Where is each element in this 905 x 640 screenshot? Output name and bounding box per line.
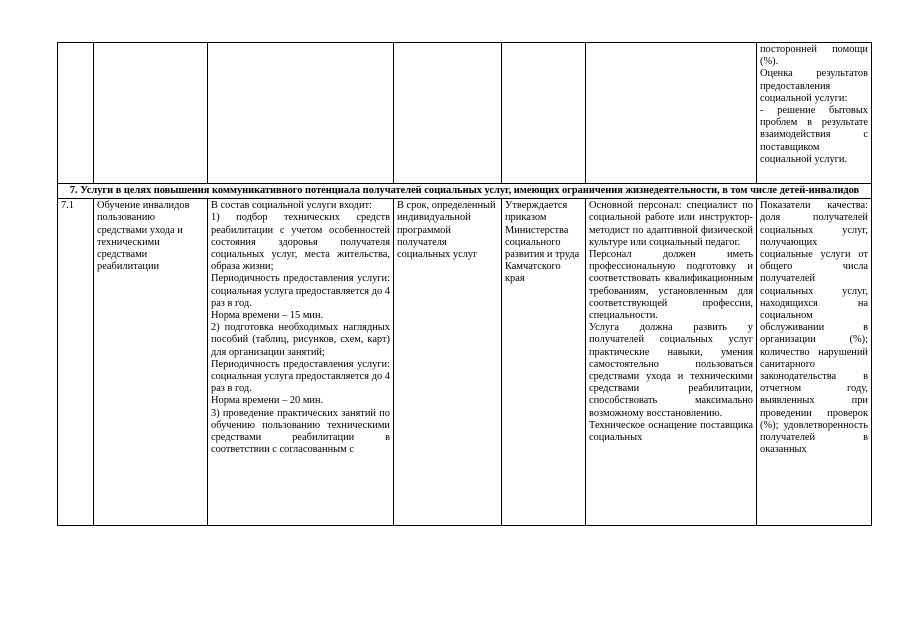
- table-row-continuation: [58, 43, 872, 184]
- text-paragraph: посторонней помощи (%).: [760, 44, 868, 68]
- text-paragraph: Услуга должна развить у получателей социальных услуг практические навыки, умения самостоятельно пользоваться средствами ухода и техническими средствами реабилитации, способствовать максимально возможному восстановлению.: [589, 322, 753, 419]
- text-paragraph: - решение бытовых проблем в результате взаимодействия с поставщиком социальной услуги.: [760, 105, 868, 165]
- table-cell: [586, 43, 757, 184]
- section-header-row: [58, 184, 872, 199]
- text-paragraph: Периодичность предоставления услуги: социальная услуга предоставляется до 4 раз в год.: [211, 358, 390, 395]
- text-paragraph: Норма времени – 15 мин.: [211, 310, 324, 322]
- services-table: [57, 42, 872, 526]
- text-paragraph: Техническое оснащение поставщика социальных: [589, 419, 753, 444]
- service-content-cell: [208, 199, 394, 526]
- table-row: [58, 199, 872, 526]
- table-cell: [58, 43, 94, 184]
- service-name: Обучение инвалидов пользованию средствами ухода и техническими средствами реабилитации: [94, 199, 208, 526]
- table-cell: [94, 43, 208, 184]
- text-paragraph: 1) подбор технических средств реабилитации с учетом особенностей состояния здоровья получателя социальных услуг, места жительства, образа жизни;: [211, 212, 390, 273]
- text-paragraph: В состав социальной услуги входит:: [211, 200, 372, 212]
- service-term: В срок, определенный индивидуальной программой получателя социальных услуг: [394, 199, 502, 526]
- service-conditions-cell: [586, 199, 757, 526]
- text-paragraph: Норма времени – 20 мин.: [211, 395, 324, 407]
- item-number: 7.1: [58, 199, 94, 526]
- text-paragraph: Персонал должен иметь профессиональную подготовку и соответствовать квалификационным требованиям, установленным для соответствующей профессии, специальности.: [589, 249, 753, 322]
- text-paragraph: Периодичность предоставления услуги: социальная услуга предоставляется до 4 раз в год.: [211, 273, 390, 309]
- section-title: 7. Услуги в целях повышения коммуникативного потенциала получателей социальных услуг, имеющих ограничения жизнедеятельности, в том числе детей-инвалидов: [58, 184, 872, 199]
- service-tariff: Утверждается приказом Министерства социального развития и труда Камчатского края: [502, 199, 586, 526]
- quality-indicators-cell: [757, 43, 872, 184]
- quality-indicators: Показатели качества: доля получателей социальных услуг, получающих социальные услуги от общего числа получателей социальных услуг, находящихся на социальном обслуживании в организации (%); количество нарушений санитарного законодательства в отчетном году, выявленных при проведении проверок (%); удовлетворенность получателей в оказанных: [757, 199, 872, 526]
- text-paragraph: 2) подготовка необходимых наглядных пособий (таблиц, рисунков, схем, карт) для организации занятий;: [211, 322, 390, 358]
- table-cell: [208, 43, 394, 184]
- text-paragraph: Оценка результатов предоставления социальной услуги:: [760, 68, 868, 104]
- table-cell: [502, 43, 586, 184]
- table-cell: [394, 43, 502, 184]
- text-paragraph: 3) проведение практических занятий по обучению пользованию техническими средствами реабилитации в соответствии с согласованным с: [211, 407, 390, 456]
- text-paragraph: Основной персонал: специалист по социальной работе или инструктор-методист по адаптивной физической культуре или социальный педагог.: [589, 200, 753, 248]
